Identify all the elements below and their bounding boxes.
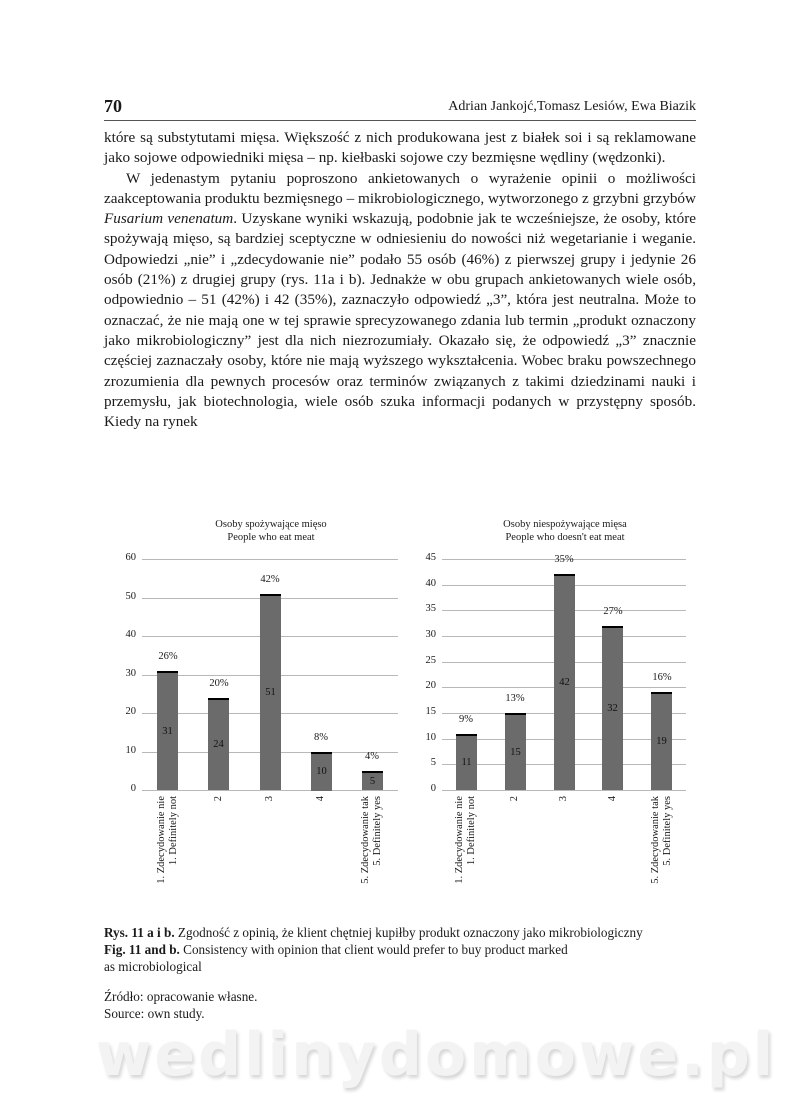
chart-a-title: Osoby spożywające mięso People who eat meat xyxy=(215,519,327,543)
x-category-label: 4 xyxy=(315,796,326,802)
y-tick-label: 20 xyxy=(125,706,136,717)
x-category-label: 2 xyxy=(509,796,520,802)
caption-pl-label: Rys. 11 a i b. xyxy=(104,925,175,940)
species-name: Fusarium venenatum xyxy=(104,210,234,228)
y-tick-label: 40 xyxy=(425,578,436,589)
x-category-label: 5. Zdecydowanie tak 5. Definitely yes xyxy=(360,796,383,884)
bar-value-label: 19 xyxy=(656,736,667,747)
x-category-label: 1. Zdecydowanie nie 1. Definitely not xyxy=(454,796,477,884)
bar xyxy=(554,574,575,790)
bar-percent-label: 20% xyxy=(209,678,229,689)
bar-value-label: 32 xyxy=(607,703,618,714)
bar-value-label: 42 xyxy=(559,677,570,688)
chart-b-title: Osoby niespożywające mięsa People who doesn't eat meat xyxy=(503,519,627,543)
running-head-authors: Adrian Jankojć,Tomasz Lesiów, Ewa Biazik xyxy=(448,99,696,114)
figure-source: Źródło: opracowanie własne. Source: own study. xyxy=(104,989,258,1021)
watermark: wedlinydomowe.pl xyxy=(96,1020,777,1090)
y-tick-label: 35 xyxy=(425,603,436,614)
x-category-label: 4 xyxy=(607,796,618,802)
bar-value-label: 15 xyxy=(510,747,521,758)
y-tick-label: 45 xyxy=(425,552,436,563)
x-category-label: 3 xyxy=(558,796,569,802)
bar-percent-label: 16% xyxy=(652,672,672,683)
bar xyxy=(651,692,672,790)
bar-value-label: 31 xyxy=(162,726,173,737)
y-tick-label: 0 xyxy=(430,783,436,794)
bar-percent-label: 26% xyxy=(158,651,178,662)
y-tick-label: 30 xyxy=(125,668,136,679)
bar-value-label: 24 xyxy=(213,739,224,750)
y-tick-label: 10 xyxy=(425,732,436,743)
bar-value-label: 10 xyxy=(316,766,327,777)
y-tick-label: 0 xyxy=(130,783,136,794)
y-tick-label: 10 xyxy=(125,745,136,756)
y-tick-label: 25 xyxy=(425,655,436,666)
bar-value-label: 5 xyxy=(369,776,376,787)
paragraph-1: które są substytutami mięsa. Większość z nich produkowana jest z białek soi i są reklamowane jako sojowe odpowiedniki mięsa – np. kiełbaski sojowe czy bezmięsne wędliny (wędzonki). xyxy=(104,129,696,167)
y-tick-label: 60 xyxy=(125,552,136,563)
bar-percent-label: 42% xyxy=(260,574,280,585)
figure-caption: Rys. 11 a i b. Zgodność z opinią, że klient chętniej kupiłby produkt oznaczony jako mikrobiologiczny Fig. 11 and b. Consistency with opinion that client would prefer to buy product marked as microbiological xyxy=(104,925,643,974)
page-number: 70 xyxy=(104,96,122,116)
bar-percent-label: 35% xyxy=(554,554,574,565)
bar-percent-label: 27% xyxy=(603,606,623,617)
y-tick-label: 15 xyxy=(425,706,436,717)
y-tick-label: 30 xyxy=(425,629,436,640)
x-category-label: 2 xyxy=(213,796,224,802)
bar xyxy=(602,626,623,790)
y-tick-label: 5 xyxy=(430,757,436,768)
caption-en-label: Fig. 11 and b. xyxy=(104,942,180,957)
bar xyxy=(456,734,477,790)
bar-value-label: 51 xyxy=(265,687,276,698)
bar-percent-label: 4% xyxy=(365,751,379,762)
bar-percent-label: 9% xyxy=(459,714,473,725)
bar xyxy=(505,713,526,790)
y-tick-label: 50 xyxy=(125,591,136,602)
y-tick-label: 20 xyxy=(425,680,436,691)
paragraph-2: W jedenastym pytaniu poproszono ankietowanych o wyrażenie opinii o możliwości zaakceptowania produktu bezmięsnego – mikrobiologicznego, wytworzonego z grzybni grzybów Fusarium venenatum. Uzyskane wyniki wskazują, podobnie jak te wcześniejsze, że osoby, które spożywają mięso, są bardziej sceptyczne w odniesieniu do nowości niż wegetarianie i weganie. Odpowiedzi „nie” i „zdecydowanie nie” podało 55 osób (46%) z pierwszej grupy i jedynie 26 osób (21%) z drugiej grupy (rys. 11a i b). Jednakże w obu grupach ankietowanych wiele osób, odpowiednio – 51 (42%) i 42 (35%), zaznaczyło odpowiedź „3”, która jest neutralna. Może to oznaczać, że nie mają one w tej sprawie sprecyzowanego zdania lub termin „produkt oznaczony jako mikrobiologiczny” jest dla nich niezrozumiały. Okazało się, że odpowiedź „3” znacznie częściej zaznaczały osoby, które nie mają wyższego wykształcenia. Wobec braku powszechnego zrozumienia dla pewnych procesów oraz terminów związanych z takimi dziedzinami nauki i przemysłu, jak biotechnologia, wiele osób szuka informacji podanych w przystępny sposób. Kiedy na rynek xyxy=(104,169,696,431)
bar-value-label: 11 xyxy=(461,757,472,768)
bar-percent-label: 8% xyxy=(314,732,328,743)
y-tick-label: 40 xyxy=(125,629,136,640)
x-category-label: 5. Zdecydowanie tak 5. Definitely yes xyxy=(650,796,673,884)
gridline xyxy=(442,790,686,791)
bar-percent-label: 13% xyxy=(505,693,525,704)
x-category-label: 3 xyxy=(264,796,275,802)
x-category-label: 1. Zdecydowanie nie 1. Definitely not xyxy=(156,796,179,884)
